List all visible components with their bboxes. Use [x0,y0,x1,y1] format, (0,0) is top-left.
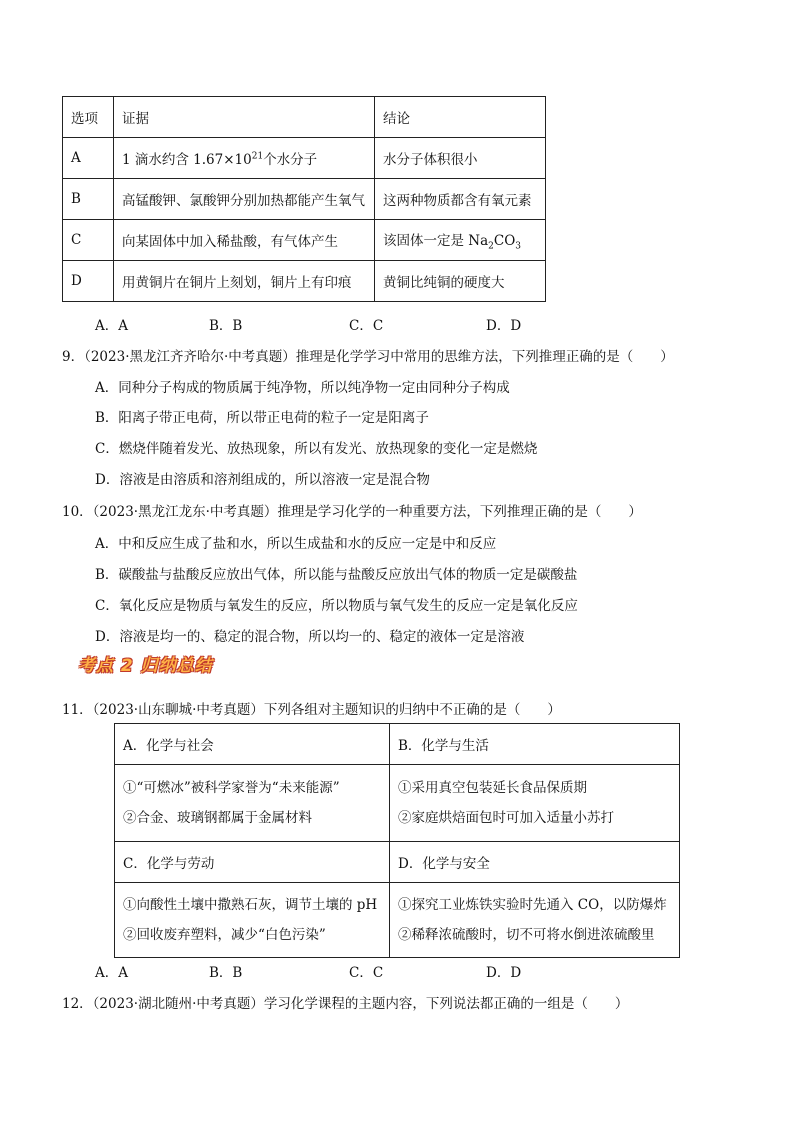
q9-option-c[interactable]: C．燃烧伴随着发光、放热现象，所以有发光、放热现象的变化一定是燃烧 [95,441,538,457]
row-conclusion: 水分子体积很小 [375,138,546,179]
row-evidence: 用黄铜片在铜片上刻划，铜片上有印痕 [114,261,375,302]
row-evidence: 高锰酸钾、氯酸钾分别加热都能产生氧气 [114,179,375,220]
q11-stem: 11．（2023·山东聊城·中考真题）下列各组对主题知识的归纳中不正确的是（ ） [62,702,561,718]
row-conclusion: 该固体一定是 $Na_2CO_3$ [375,220,546,261]
cell-b-line1: ①采用真空包装延长食品保质期 [398,780,587,796]
option-d[interactable]: D．D [486,318,522,334]
q10-stem: 10．（2023·黑龙江龙东·中考真题）推理是学习化学的一种重要方法，下列推理正确的是（ ） [62,504,642,520]
cell-c-line1: ①向酸性土壤中撒熟石灰，调节土壤的 pH [123,897,378,913]
row-conclusion: 这两种物质都含有氧元素 [375,179,546,220]
q12-stem: 12．（2023·湖北随州·中考真题）学习化学课程的主题内容，下列说法都正确的一组是（ ） [62,996,629,1012]
table-row [63,261,546,302]
q10-option-d[interactable]: D．溶液是均一的、稳定的混合物，所以均一的、稳定的液体一定是溶液 [95,629,525,645]
q9-option-b[interactable]: B．阳离子带正电荷，所以带正电荷的粒子一定是阳离子 [95,410,429,426]
q9-stem: 9．（2023·黑龙江齐齐哈尔·中考真题）推理是化学学习中常用的思维方法，下列推理正确的是（ ） [62,349,674,365]
row-option: A [63,138,114,179]
cell-d-body [390,883,680,958]
option-c[interactable]: C．C [349,318,384,334]
cell-a-title: A．化学与社会 [115,724,390,765]
cell-b-body [390,765,680,842]
option-a[interactable]: A．A [95,965,128,981]
option-b[interactable]: B．B [209,318,243,334]
section-heading: 考点 2 归纳总结 [78,656,213,676]
header-option: 选项 [63,97,114,138]
table-row [63,138,546,179]
cell-a-body [115,765,390,842]
summary-table [114,723,680,958]
q10-option-b[interactable]: B．碳酸盐与盐酸反应放出气体，所以能与盐酸反应放出气体的物质一定是碳酸盐 [95,567,578,583]
option-a[interactable]: A．A [95,318,128,334]
cell-b-line2: ②家庭烘焙面包时可加入适量小苏打 [398,810,614,826]
option-c[interactable]: C．C [349,965,384,981]
row-option: C [63,220,114,261]
q10-option-c[interactable]: C．氧化反应是物质与氧发生的反应，所以物质与氧气发生的反应一定是氧化反应 [95,598,578,614]
row-evidence: 1 滴水约含 $1.67\times 10^{21}$个水分子 [114,138,375,179]
cell-d-line1: ①探究工业炼铁实验时先通入 CO，以防爆炸 [398,897,667,913]
cell-a-line2: ②合金、玻璃钢都属于金属材料 [123,810,312,826]
q10-option-a[interactable]: A．中和反应生成了盐和水，所以生成盐和水的反应一定是中和反应 [95,536,497,552]
option-d[interactable]: D．D [486,965,522,981]
option-b[interactable]: B．B [209,965,243,981]
row-option: B [63,179,114,220]
cell-d-title: D．化学与安全 [390,842,680,883]
cell-c-title: C．化学与劳动 [115,842,390,883]
cell-b-title: B．化学与生活 [390,724,680,765]
evidence-table [62,96,546,302]
cell-c-body [115,883,390,958]
table-row [63,220,546,261]
cell-d-line2: ②稀释浓硫酸时，切不可将水倒进浓硫酸里 [398,927,655,943]
q9-option-a[interactable]: A．同种分子构成的物质属于纯净物，所以纯净物一定由同种分子构成 [95,380,510,396]
header-evidence: 证据 [114,97,375,138]
cell-c-line2: ②回收废弃塑料，减少“白色污染” [123,927,326,943]
cell-a-line1: ①“可燃冰”被科学家誉为“未来能源” [123,780,340,796]
row-option: D [63,261,114,302]
table-row [63,179,546,220]
row-evidence: 向某固体中加入稀盐酸，有气体产生 [114,220,375,261]
header-conclusion: 结论 [375,97,546,138]
q9-option-d[interactable]: D．溶液是由溶质和溶剂组成的，所以溶液一定是混合物 [95,472,430,488]
row-conclusion: 黄铜比纯铜的硬度大 [375,261,546,302]
